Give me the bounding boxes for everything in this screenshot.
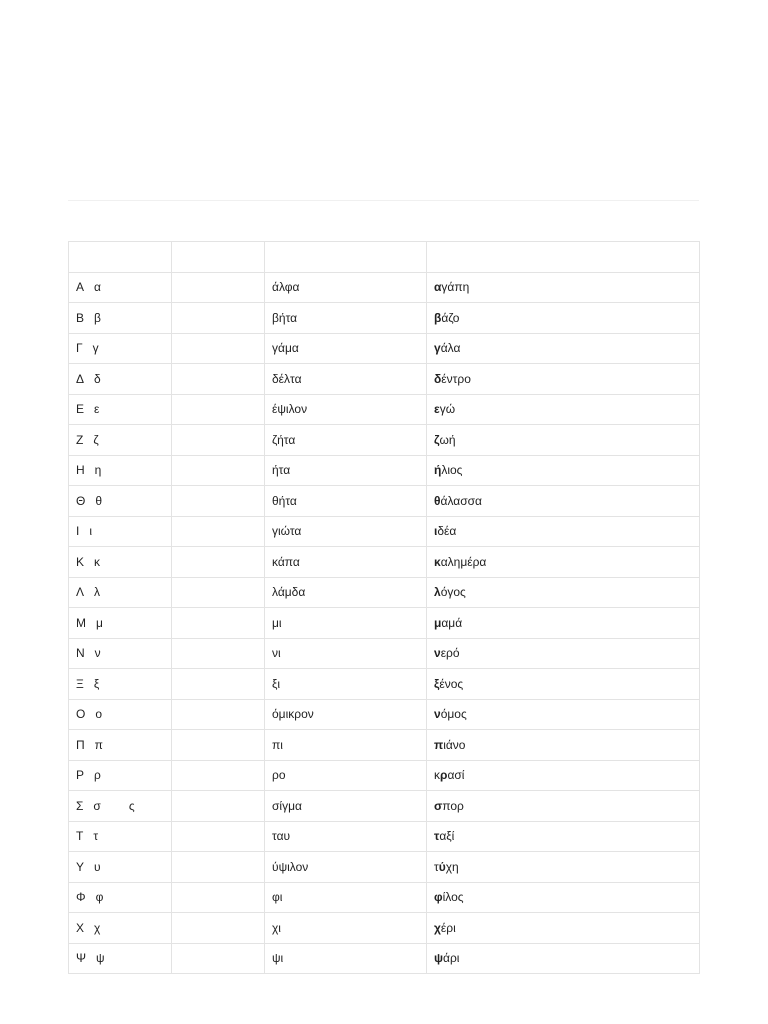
example-highlight: σ — [434, 798, 443, 813]
lowercase-letter: ο — [95, 707, 103, 722]
example-word-cell — [427, 699, 700, 730]
example-rest: άλα — [440, 341, 461, 356]
lowercase-letter: η — [94, 463, 102, 478]
lowercase-letter: ζ — [93, 432, 99, 447]
example-highlight: κ — [434, 554, 441, 569]
lowercase-letter: ν — [94, 646, 101, 661]
example-rest: δέα — [437, 524, 457, 539]
letter-cell — [69, 913, 172, 944]
table-row — [69, 516, 700, 547]
table-row — [69, 577, 700, 608]
example-word-cell — [427, 791, 700, 822]
example-highlight: ζ — [434, 432, 440, 447]
empty-cell — [172, 760, 265, 791]
example-rest: ιάνο — [443, 737, 466, 752]
letter-cell — [69, 730, 172, 761]
example-word-cell — [427, 272, 700, 303]
letter-cell — [69, 943, 172, 974]
lowercase-letter: μ — [96, 615, 103, 630]
lowercase-letter: σ — [93, 798, 101, 813]
lowercase-letter: χ — [94, 920, 101, 935]
lowercase-letter: γ — [92, 341, 99, 356]
empty-cell — [172, 455, 265, 486]
empty-cell — [172, 852, 265, 883]
example-word-cell — [427, 425, 700, 456]
example-prefix: τ — [434, 859, 439, 874]
letter-name-cell: ψι — [265, 943, 427, 974]
empty-cell — [172, 364, 265, 395]
table-row — [69, 394, 700, 425]
letter-name-cell: ταυ — [265, 821, 427, 852]
example-highlight: ύ — [438, 859, 446, 874]
example-word-cell — [427, 303, 700, 334]
top-divider — [68, 200, 699, 201]
table-row — [69, 303, 700, 334]
final-form-letter: ς — [128, 798, 135, 813]
example-word-cell — [427, 730, 700, 761]
example-highlight: π — [434, 737, 444, 752]
letter-cell — [69, 608, 172, 639]
uppercase-letter: Ο — [76, 707, 86, 722]
empty-cell — [172, 394, 265, 425]
example-rest: ένος — [439, 676, 464, 691]
example-word-cell — [427, 608, 700, 639]
lowercase-letter: ρ — [94, 768, 101, 783]
letter-cell — [69, 272, 172, 303]
example-word-cell — [427, 943, 700, 974]
table-row — [69, 608, 700, 639]
greek-alphabet-table — [68, 241, 700, 974]
empty-cell — [172, 638, 265, 669]
example-rest: ωή — [439, 432, 456, 447]
example-word-cell — [427, 333, 700, 364]
letter-cell — [69, 425, 172, 456]
uppercase-letter: Κ — [76, 554, 85, 569]
lowercase-letter: φ — [95, 890, 104, 905]
example-rest: ερό — [440, 646, 460, 661]
empty-cell — [172, 791, 265, 822]
example-rest: όγος — [440, 585, 466, 600]
lowercase-letter: κ — [94, 554, 101, 569]
uppercase-letter: Λ — [76, 585, 85, 600]
lowercase-letter: ψ — [96, 951, 105, 966]
header-cell-pronunciation — [172, 242, 265, 273]
table-row — [69, 913, 700, 944]
example-highlight: θ — [434, 493, 441, 508]
letter-cell — [69, 303, 172, 334]
empty-cell — [172, 547, 265, 578]
lowercase-letter: β — [94, 310, 101, 325]
example-rest: αξί — [439, 829, 455, 844]
header-cell-example — [427, 242, 700, 273]
example-highlight: μ — [434, 615, 442, 630]
letter-name-cell: έψιλον — [265, 394, 427, 425]
letter-cell — [69, 699, 172, 730]
lowercase-letter: τ — [93, 829, 99, 844]
letter-cell — [69, 669, 172, 700]
uppercase-letter: Α — [76, 280, 85, 295]
lowercase-letter: ξ — [93, 676, 100, 691]
empty-cell — [172, 913, 265, 944]
example-rest: ασί — [447, 768, 465, 783]
letter-cell — [69, 394, 172, 425]
example-highlight: γ — [434, 341, 441, 356]
table-row — [69, 760, 700, 791]
table-row — [69, 669, 700, 700]
example-rest: άλασσα — [440, 493, 482, 508]
example-word-cell — [427, 455, 700, 486]
uppercase-letter: Μ — [76, 615, 86, 630]
letter-name-cell: πι — [265, 730, 427, 761]
empty-cell — [172, 272, 265, 303]
lowercase-letter: θ — [95, 493, 103, 508]
lowercase-letter: δ — [94, 371, 101, 386]
example-rest: γώ — [439, 402, 456, 417]
example-highlight: λ — [434, 585, 441, 600]
letter-cell — [69, 455, 172, 486]
empty-cell — [172, 943, 265, 974]
uppercase-letter: Ε — [76, 402, 85, 417]
letter-name-cell: ήτα — [265, 455, 427, 486]
example-highlight: ρ — [440, 768, 448, 783]
uppercase-letter: Π — [76, 737, 85, 752]
uppercase-letter: Θ — [76, 493, 86, 508]
uppercase-letter: Δ — [76, 371, 85, 386]
example-word-cell — [427, 669, 700, 700]
letter-cell — [69, 364, 172, 395]
empty-cell — [172, 821, 265, 852]
table-header-row — [69, 242, 700, 273]
uppercase-letter: Ν — [76, 646, 85, 661]
letter-name-cell: δέλτα — [265, 364, 427, 395]
uppercase-letter: Ξ — [76, 676, 84, 691]
example-word-cell — [427, 577, 700, 608]
letter-name-cell: όμικρον — [265, 699, 427, 730]
example-highlight: ν — [434, 707, 441, 722]
letter-name-cell: γιώτα — [265, 516, 427, 547]
example-rest: άρι — [443, 951, 460, 966]
example-rest: ίλος — [442, 890, 464, 905]
letter-name-cell: μι — [265, 608, 427, 639]
uppercase-letter: Χ — [76, 920, 85, 935]
example-word-cell — [427, 394, 700, 425]
example-word-cell — [427, 821, 700, 852]
uppercase-letter: Ρ — [76, 768, 85, 783]
uppercase-letter: Η — [76, 463, 85, 478]
example-word-cell — [427, 486, 700, 517]
table-row — [69, 730, 700, 761]
letter-name-cell: ρο — [265, 760, 427, 791]
uppercase-letter: Β — [76, 310, 85, 325]
uppercase-letter: Ζ — [76, 432, 84, 447]
letter-name-cell: χι — [265, 913, 427, 944]
table-row — [69, 547, 700, 578]
example-word-cell — [427, 364, 700, 395]
letter-cell — [69, 882, 172, 913]
letter-name-cell: λάμδα — [265, 577, 427, 608]
letter-cell — [69, 760, 172, 791]
uppercase-letter: Υ — [76, 859, 85, 874]
table-row — [69, 425, 700, 456]
example-highlight: ν — [434, 646, 441, 661]
letter-name-cell: ζήτα — [265, 425, 427, 456]
example-highlight: ε — [434, 402, 440, 417]
letter-cell — [69, 577, 172, 608]
table-row — [69, 272, 700, 303]
letter-name-cell: γάμα — [265, 333, 427, 364]
letter-name-cell: θήτα — [265, 486, 427, 517]
table-row — [69, 486, 700, 517]
empty-cell — [172, 577, 265, 608]
table-row — [69, 852, 700, 883]
letter-cell — [69, 333, 172, 364]
table-row — [69, 943, 700, 974]
header-cell-letter — [69, 242, 172, 273]
example-highlight: β — [434, 310, 442, 325]
example-word-cell — [427, 852, 700, 883]
letter-cell — [69, 821, 172, 852]
example-rest: όμος — [440, 707, 467, 722]
uppercase-letter: Γ — [76, 341, 83, 356]
example-highlight: ή — [434, 463, 442, 478]
lowercase-letter: υ — [94, 859, 101, 874]
empty-cell — [172, 608, 265, 639]
letter-name-cell: φι — [265, 882, 427, 913]
lowercase-letter: ι — [89, 524, 93, 539]
letter-name-cell: ξι — [265, 669, 427, 700]
letter-name-cell: άλφα — [265, 272, 427, 303]
letter-cell — [69, 638, 172, 669]
uppercase-letter: Σ — [76, 798, 84, 813]
table-row — [69, 455, 700, 486]
letter-name-cell: κάπα — [265, 547, 427, 578]
lowercase-letter: α — [94, 280, 101, 295]
example-word-cell — [427, 638, 700, 669]
letter-cell — [69, 791, 172, 822]
letter-name-cell: ύψιλον — [265, 852, 427, 883]
empty-cell — [172, 882, 265, 913]
empty-cell — [172, 699, 265, 730]
uppercase-letter: Ι — [76, 524, 80, 539]
example-rest: άζο — [441, 310, 460, 325]
table-row — [69, 882, 700, 913]
example-rest: γάπη — [441, 280, 470, 295]
uppercase-letter: Τ — [76, 829, 84, 844]
letter-cell — [69, 547, 172, 578]
example-highlight: δ — [434, 371, 442, 386]
empty-cell — [172, 730, 265, 761]
letter-cell — [69, 852, 172, 883]
letter-name-cell: σίγμα — [265, 791, 427, 822]
example-highlight: ψ — [434, 951, 444, 966]
header-cell-name — [265, 242, 427, 273]
example-rest: αλημέρα — [440, 554, 487, 569]
empty-cell — [172, 516, 265, 547]
table-row — [69, 821, 700, 852]
example-rest: χη — [445, 859, 459, 874]
lowercase-letter: ε — [94, 402, 100, 417]
empty-cell — [172, 486, 265, 517]
uppercase-letter: Φ — [76, 890, 86, 905]
example-word-cell — [427, 516, 700, 547]
lowercase-letter: π — [94, 737, 103, 752]
example-word-cell — [427, 882, 700, 913]
table-row — [69, 791, 700, 822]
table-row — [69, 364, 700, 395]
letter-cell — [69, 486, 172, 517]
example-rest: έντρο — [441, 371, 471, 386]
table-row — [69, 699, 700, 730]
example-rest: έρι — [440, 920, 456, 935]
example-highlight: ι — [434, 524, 438, 539]
example-word-cell — [427, 760, 700, 791]
example-highlight: α — [434, 280, 442, 295]
example-highlight: ξ — [434, 676, 440, 691]
empty-cell — [172, 303, 265, 334]
example-word-cell — [427, 913, 700, 944]
lowercase-letter: λ — [94, 585, 101, 600]
letter-cell — [69, 516, 172, 547]
empty-cell — [172, 425, 265, 456]
example-highlight: φ — [434, 890, 443, 905]
example-rest: πορ — [442, 798, 464, 813]
letter-name-cell: νι — [265, 638, 427, 669]
example-word-cell — [427, 547, 700, 578]
empty-cell — [172, 333, 265, 364]
table-row — [69, 638, 700, 669]
uppercase-letter: Ψ — [76, 951, 87, 966]
example-prefix: κ — [434, 768, 440, 783]
example-highlight: τ — [434, 829, 440, 844]
table-row — [69, 333, 700, 364]
empty-cell — [172, 669, 265, 700]
example-highlight: χ — [434, 920, 441, 935]
letter-name-cell: βήτα — [265, 303, 427, 334]
example-rest: λιος — [441, 463, 463, 478]
example-rest: αμά — [441, 615, 463, 630]
